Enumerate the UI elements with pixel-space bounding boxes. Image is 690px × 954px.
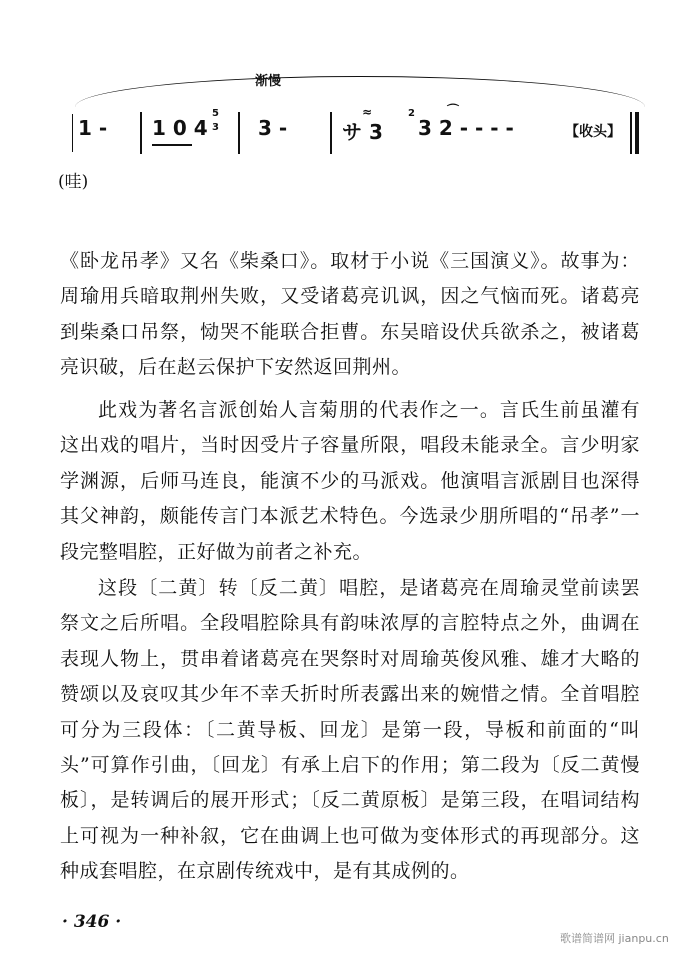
music-score: [0, 0, 690, 200]
measure-4-notes-a: サ 3: [342, 120, 383, 144]
grace-note: 2: [408, 108, 415, 119]
lyric-text: (哇): [58, 172, 89, 192]
final-barline-thick: [635, 112, 639, 154]
page-number: · 346 ·: [62, 912, 122, 932]
tempo-marking: 渐慢: [255, 74, 282, 89]
watermark: 歌谱简谱网 jianpu.cn: [560, 932, 669, 945]
measure-4-notes-b: 3 2 - - - -: [418, 116, 514, 140]
fermata-mark: ⌒: [447, 103, 460, 117]
grace-note: 5: [212, 108, 219, 119]
paragraph-1: 《卧龙吊孝》又名《柴桑口》。取材于小说《三国演义》。故事为：周瑜用兵暗取荆州失败，又受诸葛亮讥讽，因之气恼而死。诸葛亮到柴桑口吊祭，恸哭不能联合拒曹。东吴暗设伏兵欲杀之，被诸葛亮识破，后在赵云保护下安然返回荆州。: [60, 250, 640, 379]
measure-1-notes: 1 -: [78, 116, 108, 140]
measure-3-notes: 3 -: [258, 116, 288, 140]
barline: [238, 112, 240, 154]
measure-2-notes: 1 0 4: [152, 116, 208, 140]
barline: [330, 112, 332, 154]
start-bar: [72, 114, 73, 152]
phrase-slur: [75, 76, 645, 107]
final-barline-thin: [630, 112, 632, 154]
ornament-mark: ≈: [362, 105, 373, 119]
barline: [140, 112, 142, 154]
paragraph-3: 这段〔二黄〕转〔反二黄〕唱腔，是诸葛亮在周瑜灵堂前读罢祭文之后所唱。全段唱腔除具有韵味浓厚的言腔特点之外，曲调在表现人物上，贯串着诸葛亮在哭祭时对周瑜英俊风雅、雄才大略的赞颂以及哀叹其少年不幸夭折时所表露出来的婉惜之情。全首唱腔可分为三段体：〔二黄导板、回龙〕是第一段，导板和前面的“叫头”可算作引曲，〔回龙〕有承上启下的作用；第二段为〔反二黄慢板〕，是转调后的展开形式；〔反二黄原板〕是第三段，在唱词结构上可视为一种补叙，它在曲调上也可做为变体形式的再现部分。这种成套唱腔，在京剧传统戏中，是有其成例的。: [60, 577, 640, 883]
ending-label: 【收头】: [565, 124, 621, 140]
grace-note: 3: [212, 122, 219, 133]
paragraph-2: 此戏为著名言派创始人言菊朋的代表作之一。言氏生前虽灌有这出戏的唱片，当时因受片子容量所限，唱段未能录全。言少明家学渊源，后师马连良，能演不少的马派戏。他演唱言派剧目也深得其父神韵，颇能传言门本派艺术特色。今选录少朋所唱的“吊孝”一段完整唱腔，正好做为前者之补充。: [60, 399, 640, 563]
beat-underline: [152, 144, 192, 146]
